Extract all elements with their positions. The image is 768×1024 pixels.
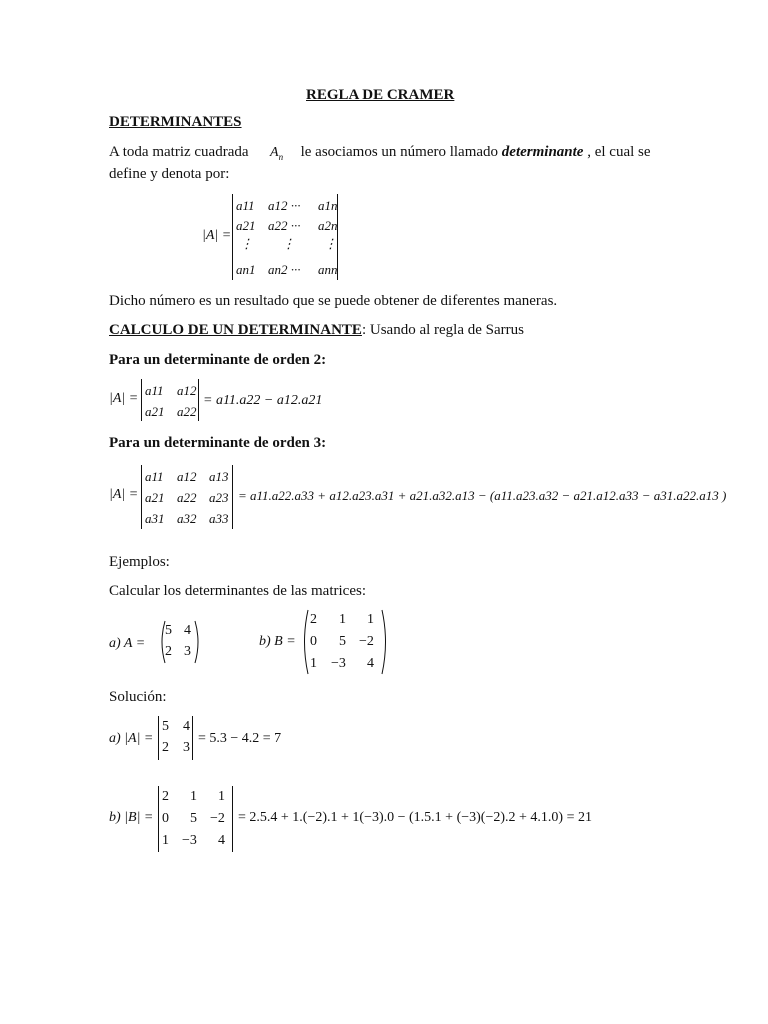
matrix-cell: ⋮: [282, 236, 295, 251]
matrix-cell: a2n: [318, 218, 338, 233]
solution-b-rhs: = 2.5.4 + 1.(−2).1 + 1(−3).0 − (1.5.1 + (−3)(−2).2 + 4.1.0) = 21: [238, 810, 592, 825]
matrix-cell: 0: [310, 634, 317, 649]
solution-b-label: b) |B| =: [109, 810, 154, 825]
matrix-cell: ⋮: [240, 236, 253, 251]
paragraph-definition-line2: define y denota por:: [109, 166, 230, 182]
matrix-cell: a12: [177, 383, 197, 398]
matrix-cell: −3: [182, 833, 197, 848]
matrix-cell: a1n: [318, 198, 338, 213]
matrix-cell: 3: [184, 644, 191, 659]
matrix-cell: 5: [162, 719, 169, 734]
matrix-cell: a21: [236, 218, 256, 233]
matrix-cell: ann: [318, 262, 338, 277]
right-paren: [381, 609, 389, 675]
matrix-cell: 1: [218, 789, 225, 804]
matrix-cell: 1: [367, 612, 374, 627]
examples-prompt: Calcular los determinantes de las matrices:: [109, 583, 366, 599]
order2-matrix: [141, 379, 201, 421]
matrix-cell: a12 ···: [268, 198, 301, 213]
paragraph-methods: Dicho número es un resultado que se puede obtener de diferentes maneras.: [109, 293, 558, 309]
example-matrix-a: [158, 620, 204, 664]
order2-lhs: |A| =: [109, 391, 139, 406]
term-determinante: determinante: [501, 144, 584, 160]
matrix-cell: 1: [162, 833, 169, 848]
matrix-cell: a33: [209, 511, 229, 526]
examples-heading: Ejemplos:: [109, 554, 170, 570]
right-paren: [194, 620, 202, 664]
example-matrix-b: [301, 609, 391, 675]
section-heading-calculo: [109, 321, 524, 339]
matrix-cell: −2: [210, 811, 225, 826]
solution-a-rhs: = 5.3 − 4.2 = 7: [198, 731, 282, 746]
matrix-cell: 0: [162, 811, 169, 826]
definition-text-c: , el cual se: [587, 144, 651, 160]
matrix-cell: a22: [177, 490, 197, 505]
order2-heading: Para un determinante de orden 2:: [109, 352, 327, 368]
left-paren: [301, 609, 309, 675]
matrix-cell: 1: [310, 656, 317, 671]
calculo-heading: CALCULO DE UN DETERMINANTE: [109, 322, 362, 338]
solution-matrix-a: [158, 716, 196, 760]
matrix-cell: 4: [367, 656, 374, 671]
matrix-symbol-an: $A_n$: [270, 145, 284, 162]
matrix-cell: 5: [165, 623, 172, 638]
matrix-cell: a31: [145, 511, 165, 526]
matrix-cell: 5: [190, 811, 197, 826]
matrix-cell: an2 ···: [268, 262, 301, 277]
matrix-cell: a21: [145, 490, 165, 505]
order2-rhs: = a11.a22 − a12.a21: [203, 393, 323, 408]
solution-heading: Solución:: [109, 689, 167, 705]
matrix-cell: 4: [218, 833, 225, 848]
matrix-cell: 1: [339, 612, 346, 627]
order3-heading: Para un determinante de orden 3:: [109, 435, 327, 451]
matrix-cell: 3: [183, 740, 190, 755]
matrix-cell: −3: [331, 656, 346, 671]
order3-rhs: = a11.a22.a33 + a12.a23.a31 + a21.a32.a13 − (a11.a23.a32 − a21.a12.a33 − a31.a22.a13 ): [238, 488, 727, 503]
matrix-cell: 5: [339, 634, 346, 649]
matrix-cell: 2: [310, 612, 317, 627]
matrix-cell: a32: [177, 511, 197, 526]
matrix-cell: a11: [145, 469, 164, 484]
matrix-cell: 2: [162, 740, 169, 755]
solution-a-label: a) |A| =: [109, 731, 154, 746]
matrix-cell: a11: [236, 198, 255, 213]
matrix-cell: an1: [236, 262, 256, 277]
general-matrix: [232, 194, 342, 280]
matrix-cell: a22: [177, 404, 197, 419]
general-det-lhs: |A| =: [202, 228, 232, 243]
solution-matrix-b: [158, 786, 236, 852]
order3-matrix: [141, 465, 235, 529]
page-title: REGLA DE CRAMER: [306, 87, 455, 103]
matrix-cell: ⋮: [324, 236, 337, 251]
matrix-cell: 4: [184, 623, 191, 638]
matrix-cell: a13: [209, 469, 229, 484]
section-heading-determinantes: DETERMINANTES: [109, 114, 242, 130]
matrix-cell: 2: [165, 644, 172, 659]
matrix-cell: a23: [209, 490, 229, 505]
calculo-heading-rest: : Usando al regla de Sarrus: [361, 322, 524, 338]
matrix-cell: 4: [183, 719, 190, 734]
matrix-cell: −2: [359, 634, 374, 649]
matrix-cell: a12: [177, 469, 197, 484]
matrix-cell: a22 ···: [268, 218, 301, 233]
paragraph-definition-line1: [109, 143, 651, 166]
matrix-cell: 1: [190, 789, 197, 804]
example-b-label: b) B =: [259, 634, 296, 649]
order3-lhs: |A| =: [109, 487, 139, 502]
example-a-label: a) A =: [109, 636, 146, 651]
matrix-cell: a21: [145, 404, 165, 419]
matrix-cell: a11: [145, 383, 164, 398]
matrix-cell: 2: [162, 789, 169, 804]
definition-text-b: le asociamos un número llamado: [300, 144, 499, 160]
definition-text-a: A toda matriz cuadrada: [109, 144, 249, 160]
